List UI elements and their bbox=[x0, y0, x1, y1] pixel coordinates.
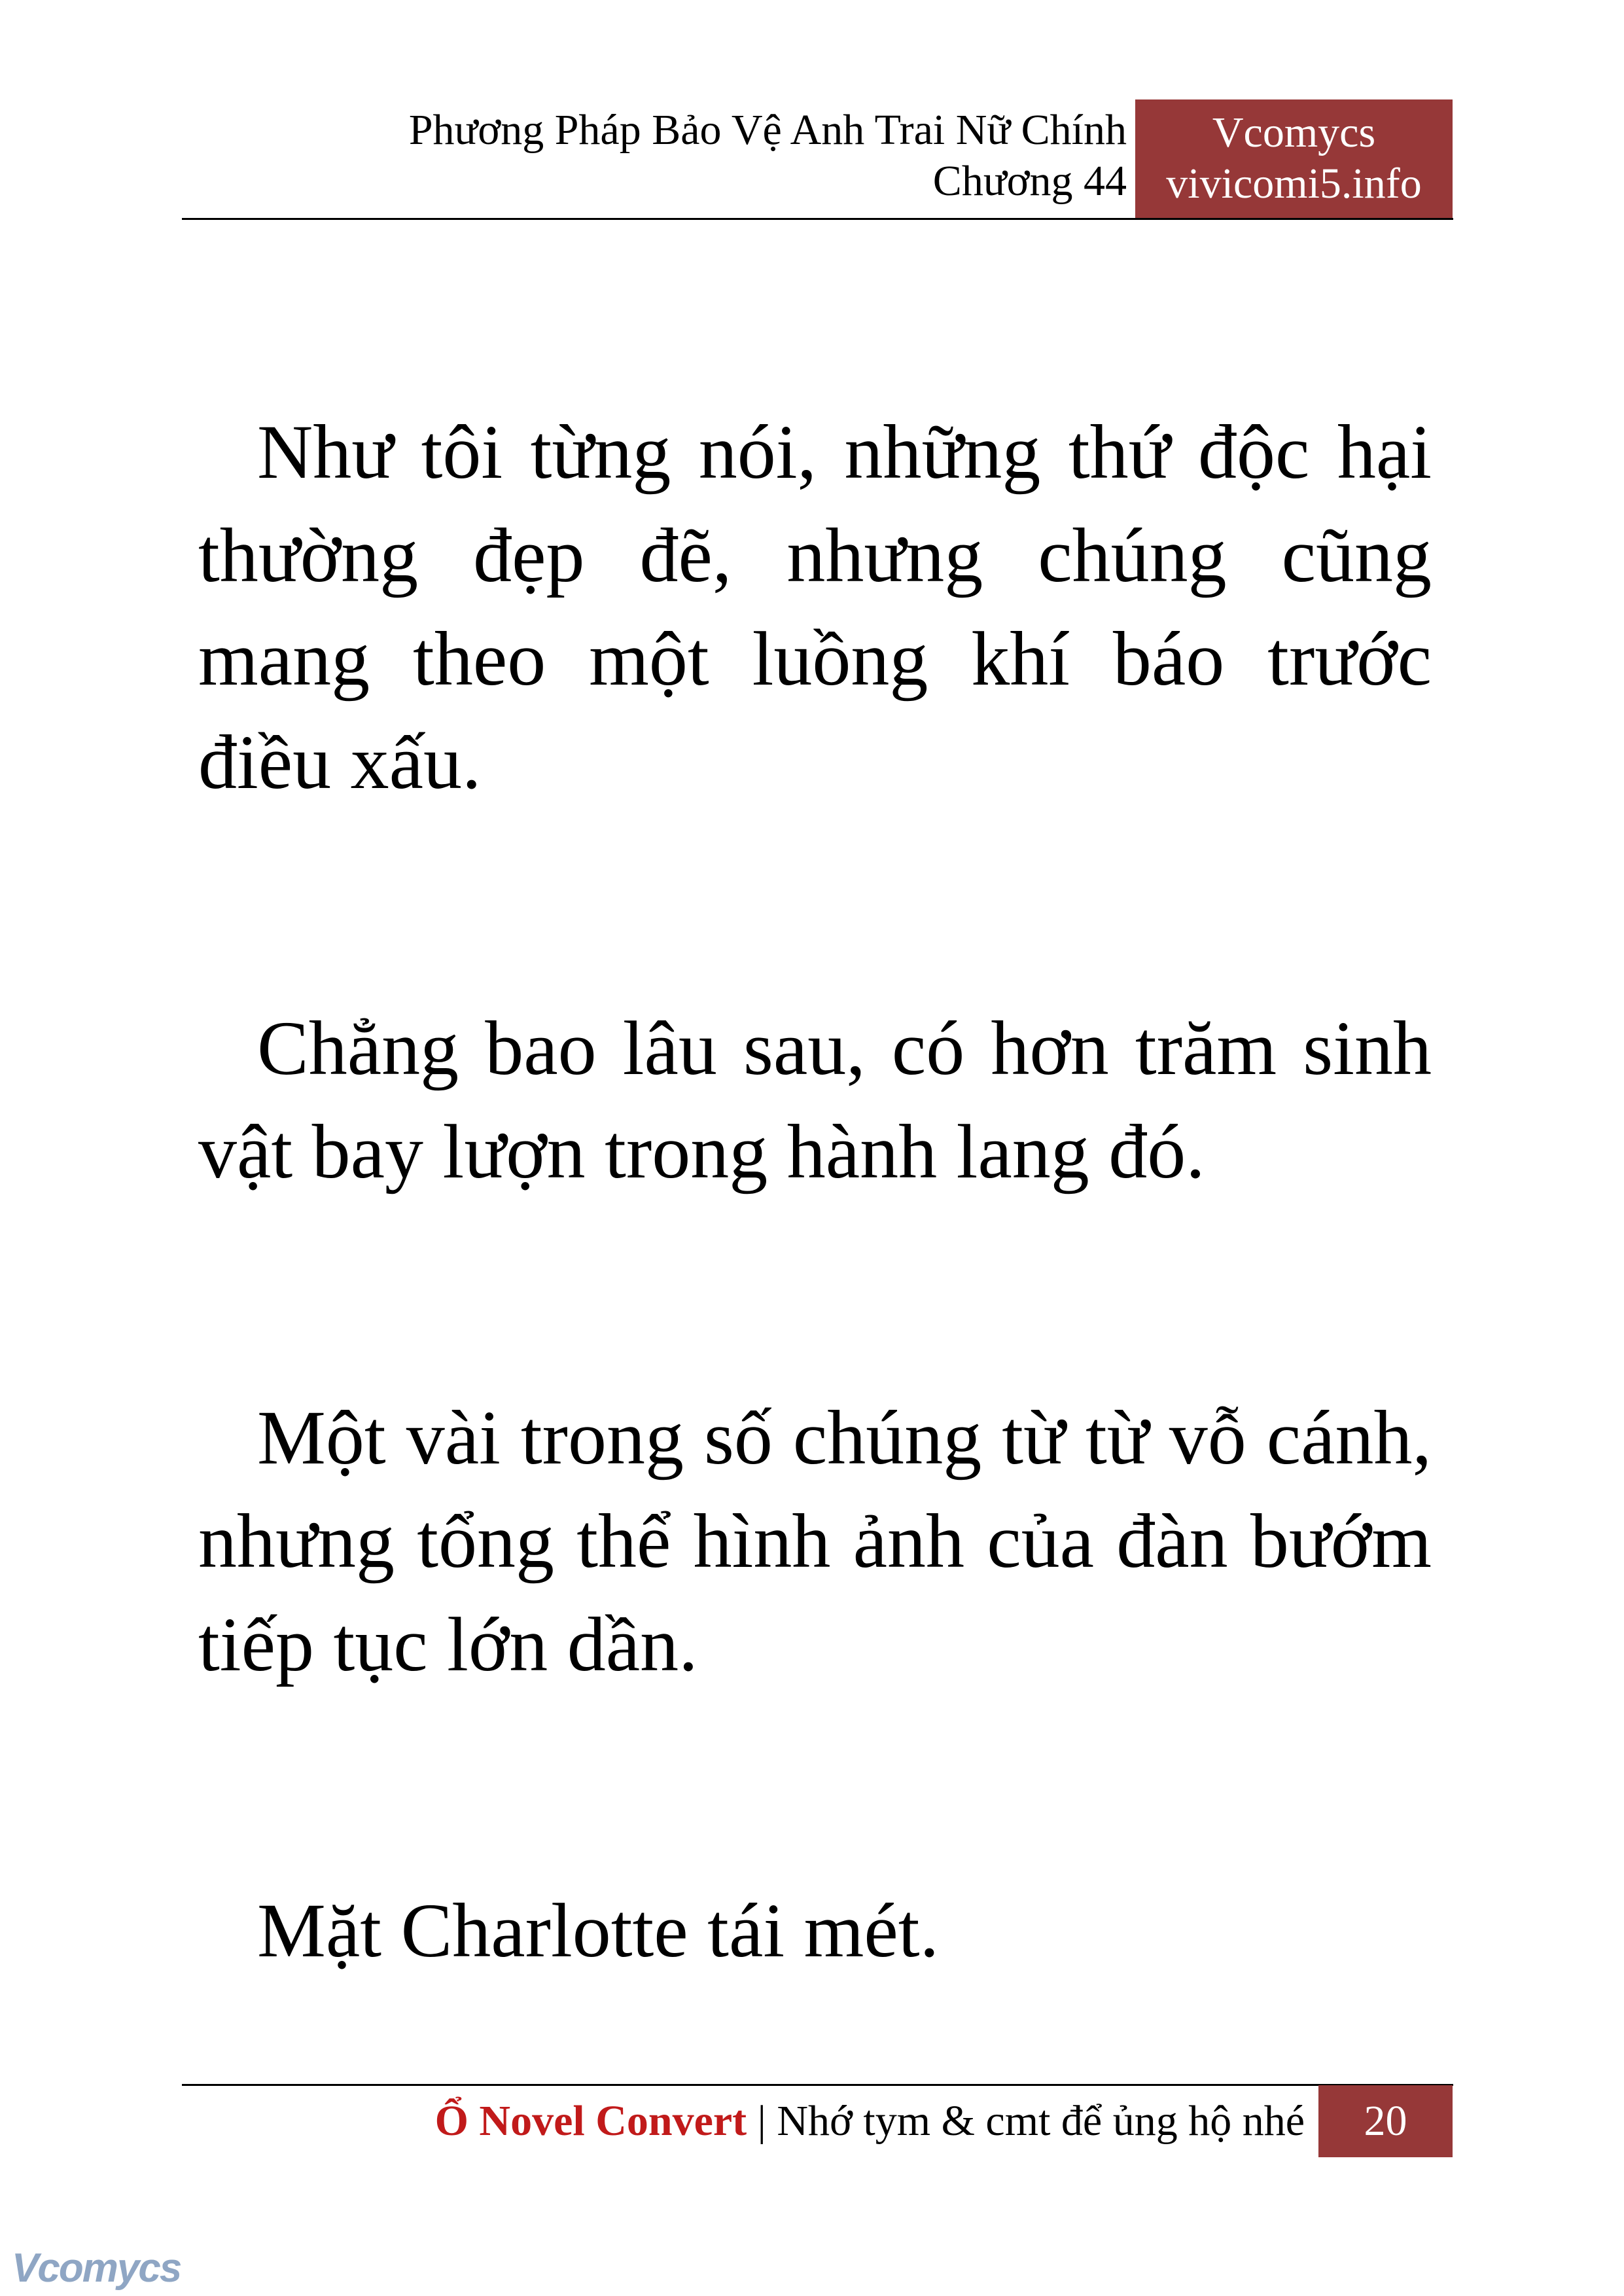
footer-divider bbox=[182, 2084, 1453, 2086]
watermark-logo: Vcomycs bbox=[12, 2246, 181, 2291]
header-divider bbox=[182, 218, 1453, 220]
paragraph: Mặt Charlotte tái mét. bbox=[257, 1888, 940, 1973]
paragraph: Như tôi từng nói, những thứ độc hại thường đẹp đẽ, nhưng chúng cũng mang theo một luồng khí báo trước điều xấu. bbox=[198, 409, 1432, 805]
paragraph: Chẳng bao lâu sau, có hơn trăm sinh vật bay lượn trong hành lang đó. bbox=[198, 1005, 1432, 1194]
page-number: 20 bbox=[1318, 2085, 1453, 2157]
footer-brand: Ổ Novel Convert bbox=[434, 2097, 747, 2145]
chapter-label: Chương 44 bbox=[932, 157, 1127, 205]
page-body bbox=[198, 401, 1432, 1982]
site-url: vivicomi5.info bbox=[1166, 160, 1422, 207]
footer-line bbox=[435, 2095, 1305, 2147]
book-title: Phương Pháp Bảo Vệ Anh Trai Nữ Chính bbox=[408, 106, 1127, 154]
paragraph: Một vài trong số chúng từ từ vỗ cánh, nhưng tổng thể hình ảnh của đàn bướm tiếp tục lớn dần. bbox=[198, 1395, 1432, 1687]
footer-separator: | bbox=[757, 2097, 766, 2145]
site-name: Vcomycs bbox=[1212, 109, 1376, 156]
footer-message: Nhớ tym & cmt để ủng hộ nhé bbox=[777, 2097, 1305, 2145]
site-badge bbox=[1135, 99, 1453, 220]
running-header bbox=[276, 105, 1127, 207]
